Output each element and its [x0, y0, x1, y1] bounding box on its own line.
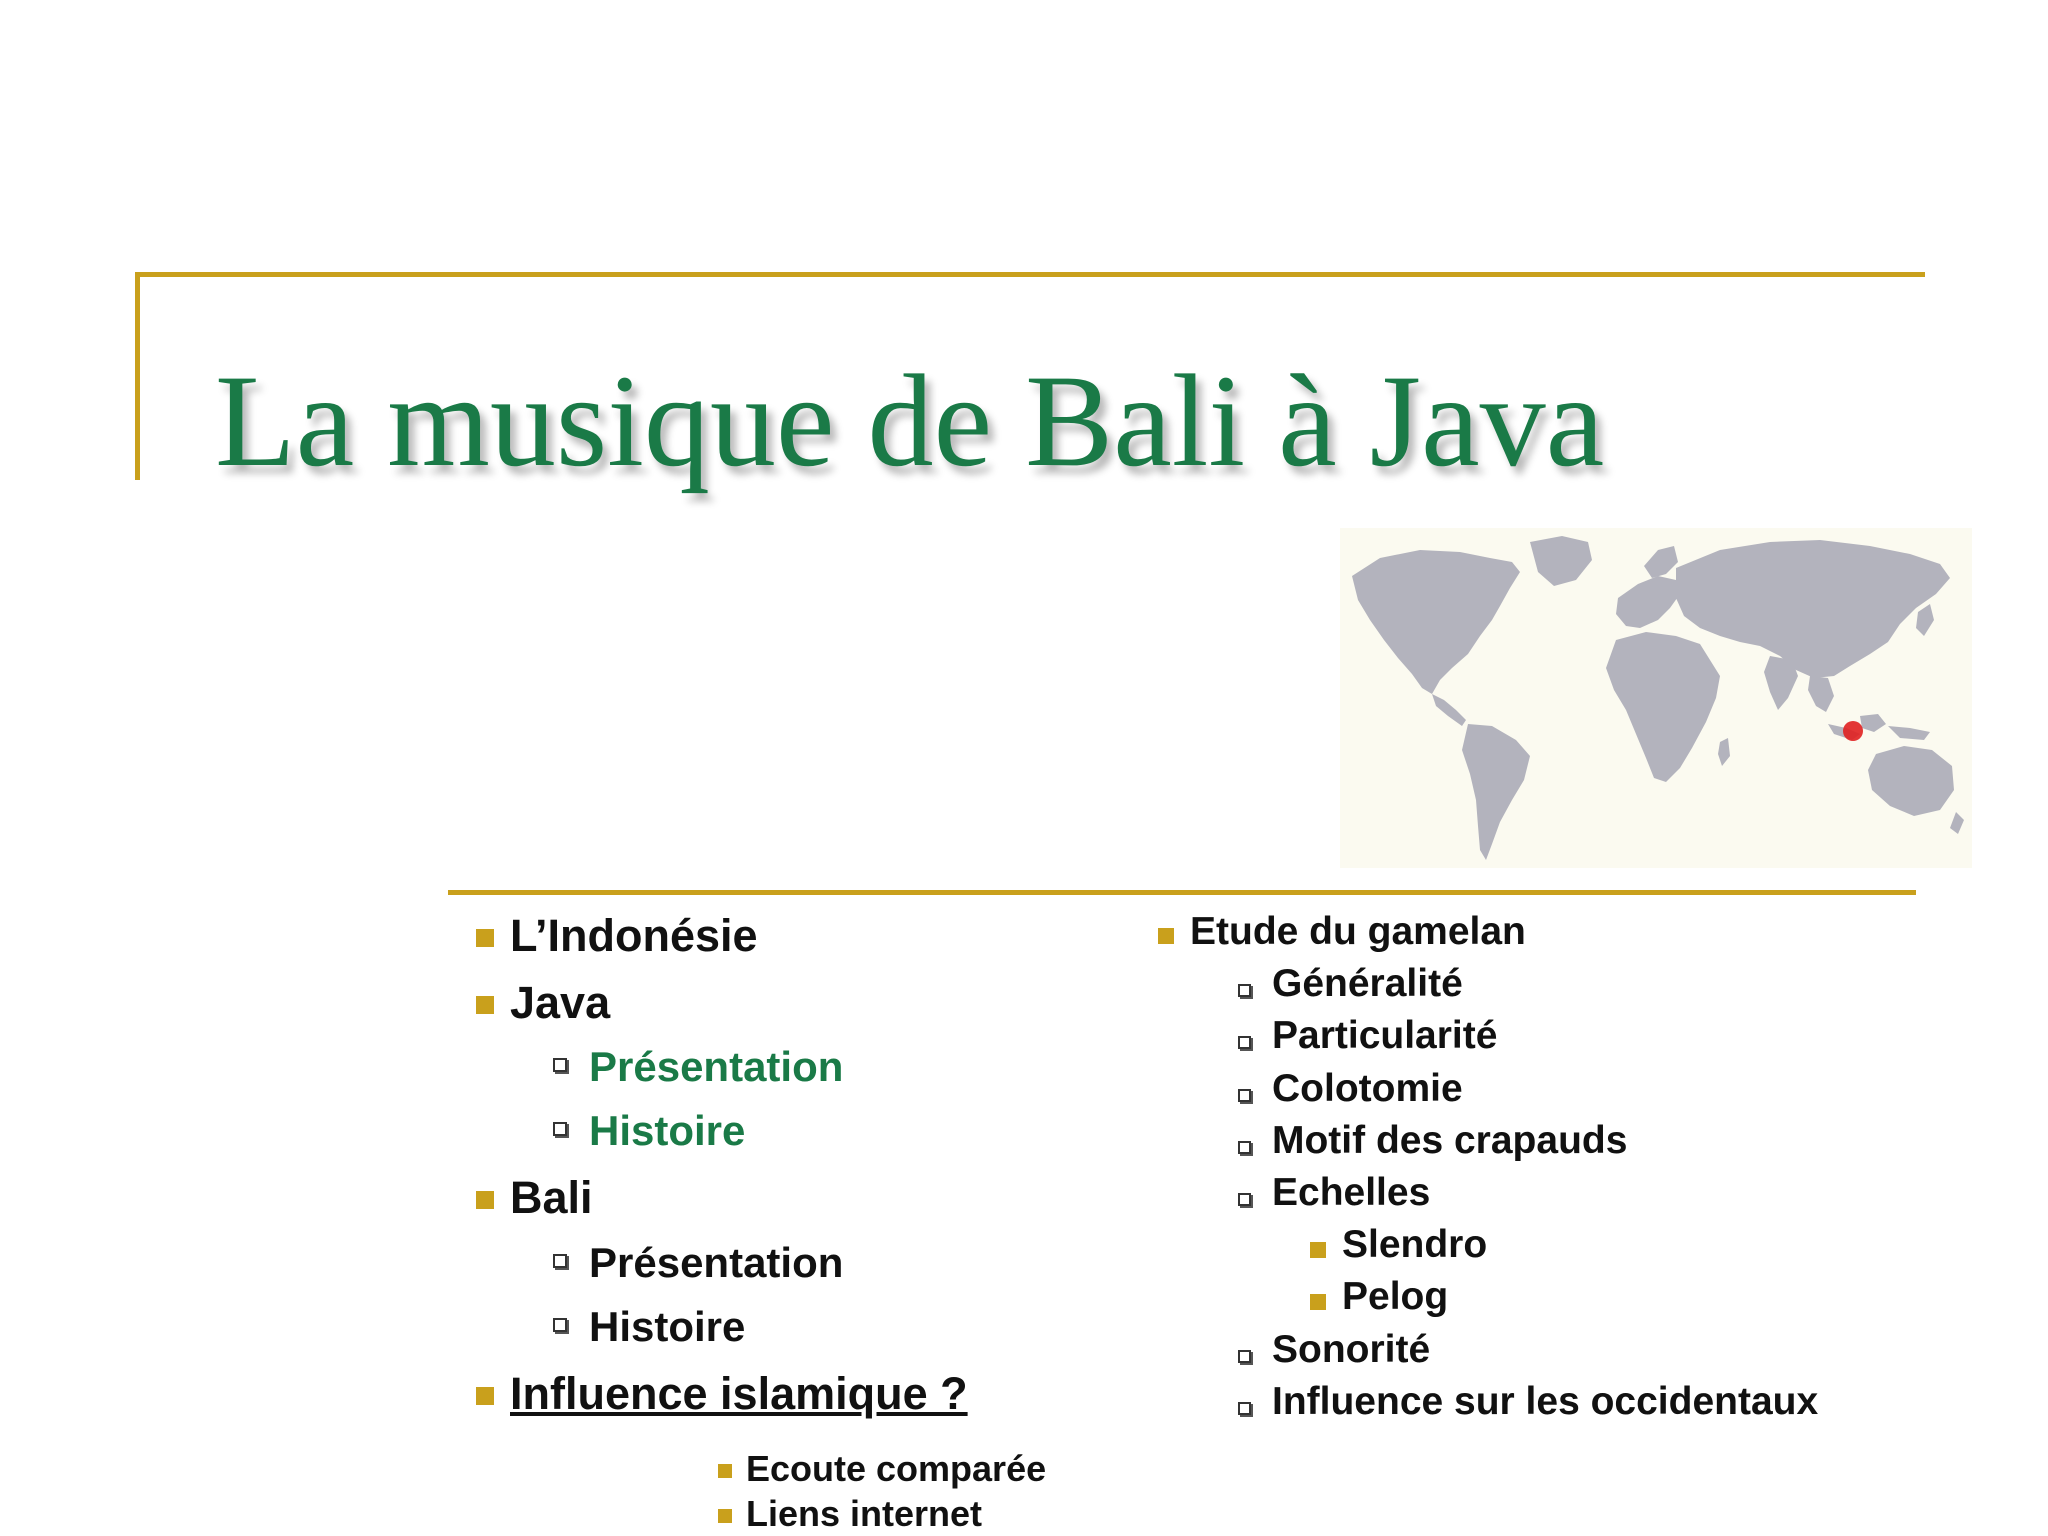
hollow-square-bullet-icon — [1238, 1350, 1251, 1363]
hollow-square-bullet-icon — [1238, 1402, 1251, 1415]
indonesia-highlight — [1843, 721, 1863, 741]
slide-title: La musique de Bali à Java — [215, 347, 1605, 494]
square-bullet-icon — [476, 1191, 494, 1209]
hollow-square-bullet-icon — [553, 1058, 567, 1072]
list-item-label: Histoire — [589, 1107, 746, 1154]
hollow-square-bullet-icon — [1238, 1141, 1251, 1154]
list-item-label: Influence sur les occidentaux — [1272, 1380, 1819, 1423]
list-item-label: Sonorité — [1272, 1328, 1431, 1371]
list-item-label: Echelles — [1272, 1171, 1431, 1214]
hollow-square-bullet-icon — [553, 1254, 567, 1268]
list-item-label: Présentation — [589, 1239, 844, 1286]
world-map-icon — [1340, 528, 1972, 868]
square-bullet-icon — [1310, 1294, 1326, 1310]
title-frame-left-rule — [135, 272, 140, 480]
square-bullet-icon — [476, 996, 494, 1014]
square-bullet-icon — [1310, 1242, 1326, 1258]
list-item-label: Colotomie — [1272, 1067, 1463, 1110]
square-bullet-icon — [718, 1464, 732, 1478]
square-bullet-icon — [718, 1509, 732, 1523]
hollow-square-bullet-icon — [553, 1318, 567, 1332]
square-bullet-icon — [476, 929, 494, 947]
list-item-label: Liens internet — [746, 1493, 983, 1534]
list-item-label: Bali — [510, 1172, 593, 1223]
hollow-square-bullet-icon — [1238, 1089, 1251, 1102]
square-bullet-icon — [476, 1387, 494, 1405]
list-item-label: Particularité — [1272, 1014, 1498, 1057]
list-item-label: Slendro — [1342, 1223, 1488, 1266]
list-item-label: Ecoute comparée — [746, 1448, 1047, 1489]
square-bullet-icon — [1158, 928, 1174, 944]
list-item-label: Pelog — [1342, 1275, 1449, 1318]
list-item-label: Généralité — [1272, 962, 1463, 1005]
list-item-label: Java — [510, 977, 611, 1028]
world-map-image — [1340, 528, 1972, 868]
hollow-square-bullet-icon — [1238, 1036, 1251, 1049]
list-item-label: Motif des crapauds — [1272, 1119, 1628, 1162]
list-item-label: Etude du gamelan — [1190, 910, 1526, 953]
list-item-label: L’Indonésie — [510, 910, 758, 961]
hollow-square-bullet-icon — [1238, 984, 1251, 997]
hollow-square-bullet-icon — [1238, 1193, 1251, 1206]
title-frame-top-rule — [135, 272, 1925, 277]
content-divider-rule — [448, 890, 1916, 895]
influence-islamique-link[interactable]: Influence islamique ? — [510, 1368, 968, 1419]
list-item-label: Histoire — [589, 1303, 746, 1350]
list-item-label: Présentation — [589, 1043, 844, 1090]
hollow-square-bullet-icon — [553, 1122, 567, 1136]
